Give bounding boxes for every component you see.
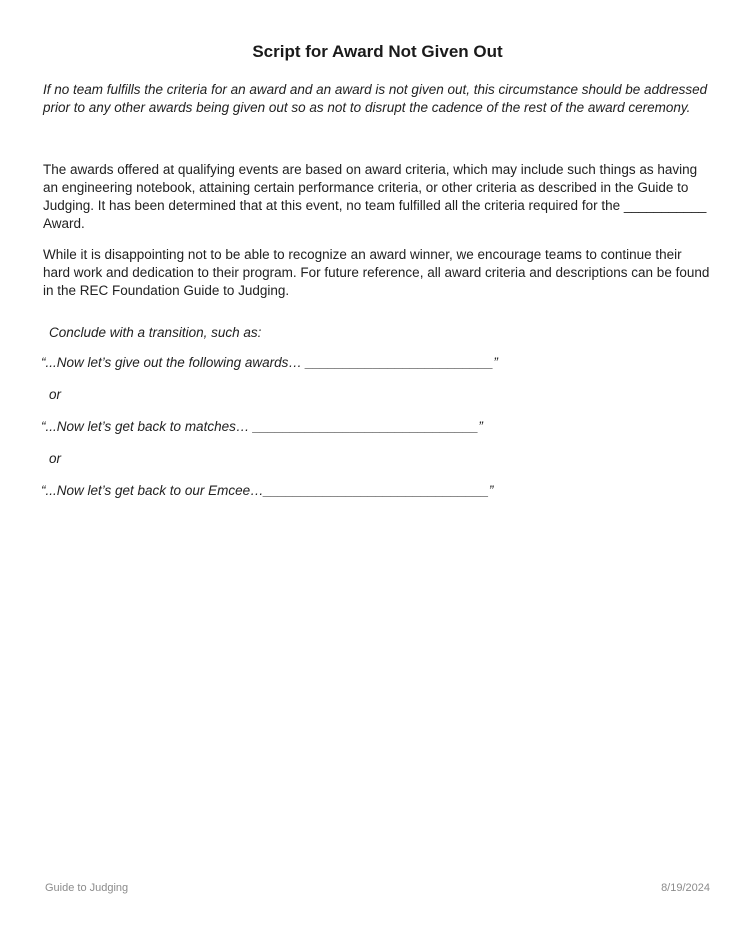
or-separator-2: or bbox=[49, 451, 62, 466]
footer-doc-title: Guide to Judging bbox=[45, 882, 129, 894]
page-content bbox=[0, 42, 755, 500]
intro-note: If no team fulfills the criteria for an award and an award is not given out, this circumstance should be addressed prior to any other awards being given out so as not to disrupt the cadence of the rest of the award ceremony. bbox=[43, 82, 708, 115]
page-title: Script for Award Not Given Out bbox=[252, 42, 503, 61]
footer-date: 8/19/2024 bbox=[661, 882, 710, 894]
transition-label: Conclude with a transition, such as: bbox=[49, 325, 262, 340]
transition-section bbox=[43, 325, 712, 500]
paragraph-award-criteria: The awards offered at qualifying events are based on award criteria, which may include such things as having an engineering notebook, attaining certain performance criteria, or other criteria as described in the Guide to Judging. It has been determined that at this event, no team fulfilled all the criteria required for the ___________ Award. bbox=[43, 162, 707, 231]
paragraph-encouragement: While it is disappointing not to be able to recognize an award winner, we encourage teams to continue their hard work and dedication to their program. For future reference, all award criteria and descriptions can be found in the REC Foundation Guide to Judging. bbox=[43, 247, 710, 298]
or-separator-1: or bbox=[49, 387, 62, 402]
transition-option-matches: “...Now let’s get back to matches… ______________________________” bbox=[41, 419, 483, 434]
transition-option-awards: “...Now let’s give out the following awards… _________________________” bbox=[41, 355, 498, 370]
page-footer bbox=[45, 882, 710, 894]
transition-option-emcee: “...Now let’s get back to our Emcee…______________________________” bbox=[41, 483, 494, 498]
